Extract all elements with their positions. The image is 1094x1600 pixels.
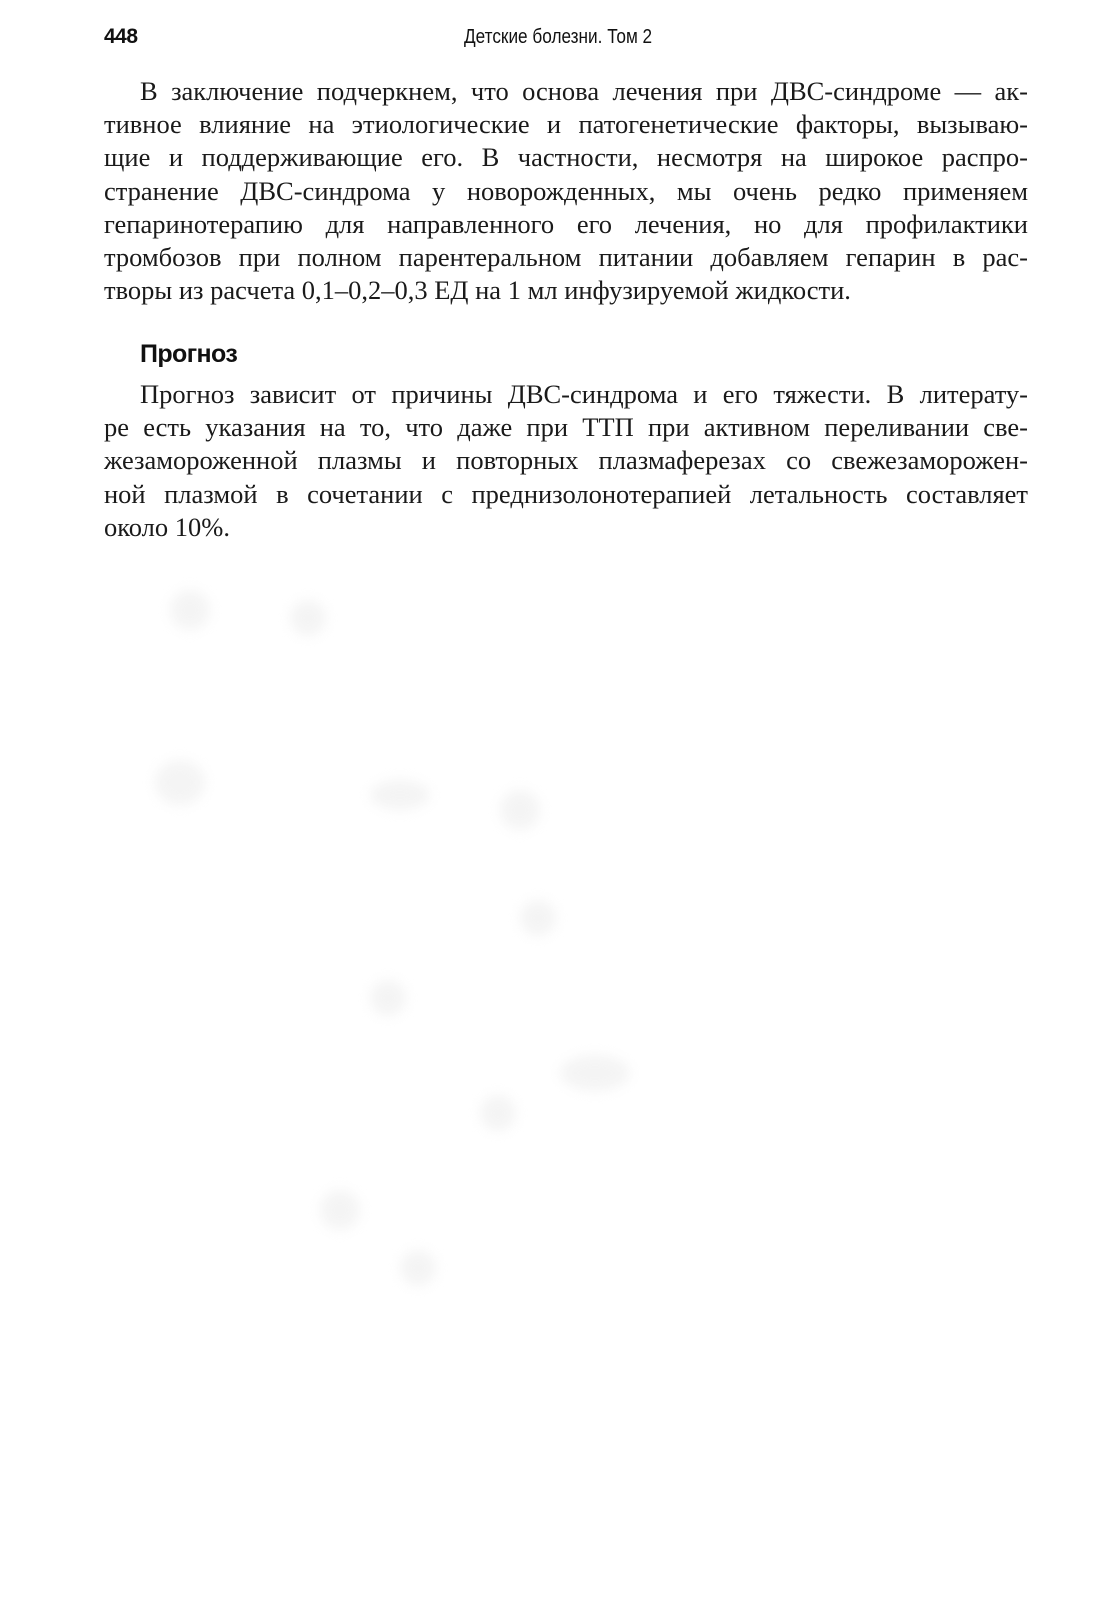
running-title: Детские болезни. Том 2: [464, 26, 653, 48]
running-head: [104, 22, 1028, 52]
page-number: 448: [104, 25, 138, 48]
paragraph-conclusion: [104, 75, 1028, 307]
paragraph-line: около 10%.: [104, 511, 230, 542]
show-through-smudge: [320, 1190, 360, 1230]
paragraph-line: ной плазмой в сочетании с преднизолонотерапией летальность составляет: [104, 478, 1028, 509]
show-through-smudge: [370, 780, 430, 810]
paragraph-line: гепаринотерапию для направленного его лечения, но для профилактики: [104, 208, 1028, 239]
section-heading: Прогноз: [140, 340, 238, 368]
paragraph-line: В заключение подчеркнем, что основа лечения при ДВС-синдроме — ак-: [140, 76, 1028, 106]
paragraph-line: тромбозов при полном парентеральном питании добавляем гепарин в рас-: [104, 242, 1028, 273]
show-through-smudge: [400, 1250, 436, 1286]
paragraph-line: ре есть указания на то, что даже при ТТП при активном переливании све-: [104, 412, 1028, 443]
paragraph-line: странение ДВС-синдрома у новорожденных, мы очень редко применяем: [104, 175, 1028, 206]
show-through-smudge: [170, 590, 210, 630]
show-through-smudge: [290, 600, 326, 636]
paragraph-line: Прогноз зависит от причины ДВС-синдрома и его тяжести. В литерату-: [140, 379, 1028, 409]
show-through-smudge: [500, 790, 540, 830]
paragraph-prognosis: [104, 378, 1028, 544]
show-through-smudge: [370, 980, 406, 1016]
paragraph-line: тивное влияние на этиологические и патогенетические факторы, вызываю-: [104, 109, 1028, 140]
paragraph-line: жезамороженной плазмы и повторных плазмаферезах со свежезаморожен-: [104, 445, 1028, 476]
show-through-smudge: [520, 900, 556, 936]
show-through-smudge: [480, 1095, 516, 1131]
show-through-smudge: [560, 1055, 630, 1091]
paragraph-line: щие и поддерживающие его. В частности, несмотря на широкое распро-: [104, 142, 1028, 173]
show-through-smudge: [155, 760, 205, 805]
paragraph-line: творы из расчета 0,1–0,2–0,3 ЕД на 1 мл инфузируемой жидкости.: [104, 275, 851, 306]
